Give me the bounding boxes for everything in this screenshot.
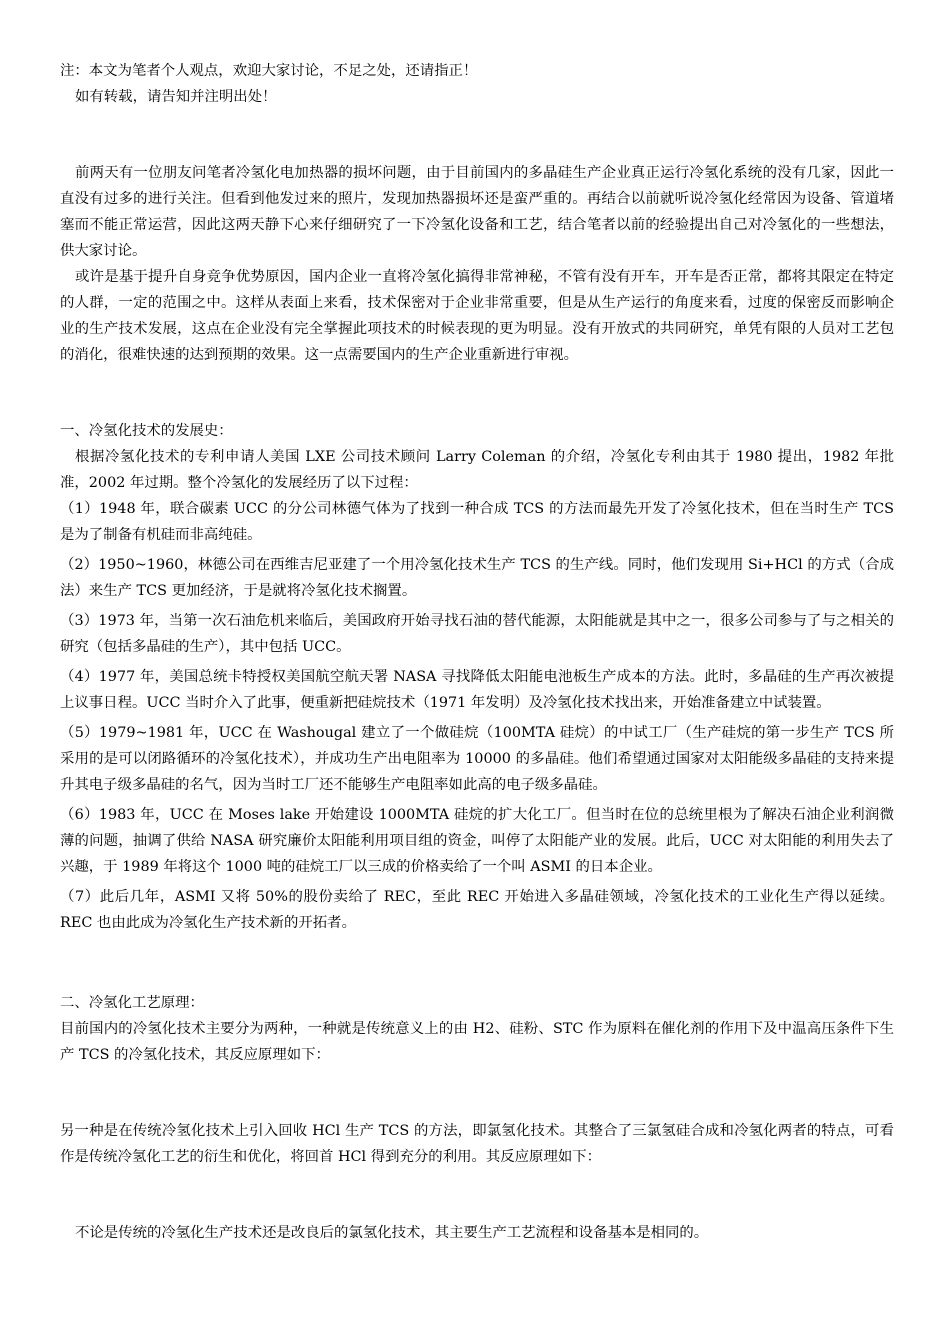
spacer — [60, 1068, 894, 1118]
intro-paragraph-2: 或许是基于提升自身竞争优势原因，国内企业一直将冷氢化搞得非常神秘，不管有没有开车，开车是否正常，都将其限定在特定的人群，一定的范围之中。这样从表面上来看，技术保密对于企业非常重要，但是从生产运行的角度来看，过度的保密反而影响企业的生产技术发展，这点在企业没有完全掌握此项技术的时候表现的更为明显。没有开放式的共同研究，单凭有限的人员对工艺包的消化，很难快速的达到预期的效果。这一点需要国内的生产企业重新进行审视。 — [60, 269, 894, 363]
history-item-1: （1）1948 年，联合碳素 UCC 的分公司林德气体为了找到一种合成 TCS 的方法而最先开发了冷氢化技术，但在当时生产 TCS 是为了制备有机硅而非高纯硅。 — [60, 501, 894, 543]
section-heading-history: 一、冷氢化技术的发展史： — [60, 423, 233, 439]
principle-paragraph-2: 另一种是在传统冷氢化技术上引入回收 HCl 生产 TCS 的方法，即氯氢化技术。其整合了三氯氢硅合成和冷氢化两者的特点，可看作是传统冷氢化工艺的衍生和优化，将回首 HCl 得到充分的利用。其反应原理如下： — [60, 1123, 894, 1165]
history-item-2: （2）1950~1960，林德公司在西维吉尼亚建了一个用冷氢化技术生产 TCS 的生产线。同时，他们发现用 Si+HCl 的方式（合成法）来生产 TCS 更加经济，于是就将冷氢化技术搁置。 — [60, 557, 894, 599]
history-item-5: （5）1979~1981 年，UCC 在 Washougal 建立了一个做硅烷（100MTA 硅烷）的中试工厂（生产硅烷的第一步生产 TCS 所采用的是可以闭路循环的冷氢化技术），并成功生产出电阻率为 10000 的多晶硅。他们希望通过国家对太阳能级多晶硅的支持来提升其电子级多晶硅的名气，因为当时工厂还不能够生产电阻率如此高的电子级多晶硅。 — [60, 725, 894, 793]
principle-paragraph-3: 不论是传统的冷氢化生产技术还是改良后的氯氢化技术，其主要生产工艺流程和设备基本是相同的。 — [75, 1225, 709, 1241]
intro-paragraph-1: 前两天有一位朋友问笔者冷氢化电加热器的损坏问题，由于目前国内的多晶硅生产企业真正运行冷氢化系统的没有几家，因此一直没有过多的进行关注。但看到他发过来的照片，发现加热器损坏还是蛮严重的。再结合以前就听说冷氢化经常因为设备、管道堵塞而不能正常运营，因此这两天静下心来仔细研究了一下冷氢化设备和工艺，结合笔者以前的经验提出自己对冷氢化的一些想法，供大家讨论。 — [60, 165, 894, 259]
note-line-1: 注：本文为笔者个人观点，欢迎大家讨论，不足之处，还请指正！ — [60, 63, 478, 79]
note-line-2: 如有转载，请告知并注明出处！ — [75, 89, 277, 105]
history-item-7: （7）此后几年，ASMI 又将 50%的股份卖给了 REC，至此 REC 开始进入多晶硅领域，冷氢化技术的工业化生产得以延续。REC 也由此成为冷氢化生产技术新的开拓者。 — [60, 889, 894, 931]
spacer — [60, 110, 894, 160]
history-item-4: （4）1977 年，美国总统卡特授权美国航空航天署 NASA 寻找降低太阳能电池板生产成本的方法。此时，多晶硅的生产再次被提上议事日程。UCC 当时介入了此事，便重新把硅烷技术（1971 年发明）及冷氢化技术找出来，开始准备建立中试装置。 — [60, 669, 894, 711]
section-heading-principle: 二、冷氢化工艺原理： — [60, 995, 204, 1011]
principle-paragraph-1: 目前国内的冷氢化技术主要分为两种，一种就是传统意义上的由 H2、硅粉、STC 作为原料在催化剂的作用下及中温高压条件下生产 TCS 的冷氢化技术，其反应原理如下： — [60, 1021, 894, 1063]
document-page — [60, 58, 894, 1246]
history-item-3: （3）1973 年，当第一次石油危机来临后，美国政府开始寻找石油的替代能源，太阳能就是其中之一，很多公司参与了与之相关的研究（包括多晶硅的生产），其中包括 UCC。 — [60, 613, 894, 655]
history-lead-paragraph: 根据冷氢化技术的专利申请人美国 LXE 公司技术顾问 Larry Coleman 的介绍，冷氢化专利由其于 1980 提出，1982 年批准，2002 年过期。整个冷氢化的发展经历了以下过程： — [60, 449, 894, 491]
spacer — [60, 368, 894, 418]
spacer — [60, 940, 894, 990]
history-item-6: （6）1983 年，UCC 在 Moses lake 开始建设 1000MTA 硅烷的扩大化工厂。但当时在位的总统里根为了解决石油企业利润微薄的问题，抽调了供给 NASA 研究廉价太阳能利用项目组的资金，叫停了太阳能产业的发展。此后，UCC 对太阳能的利用失去了兴趣，于 1989 年将这个 1000 吨的硅烷工厂以三成的价格卖给了一个叫 ASMI 的日本企业。 — [60, 807, 894, 875]
spacer — [60, 1170, 894, 1220]
